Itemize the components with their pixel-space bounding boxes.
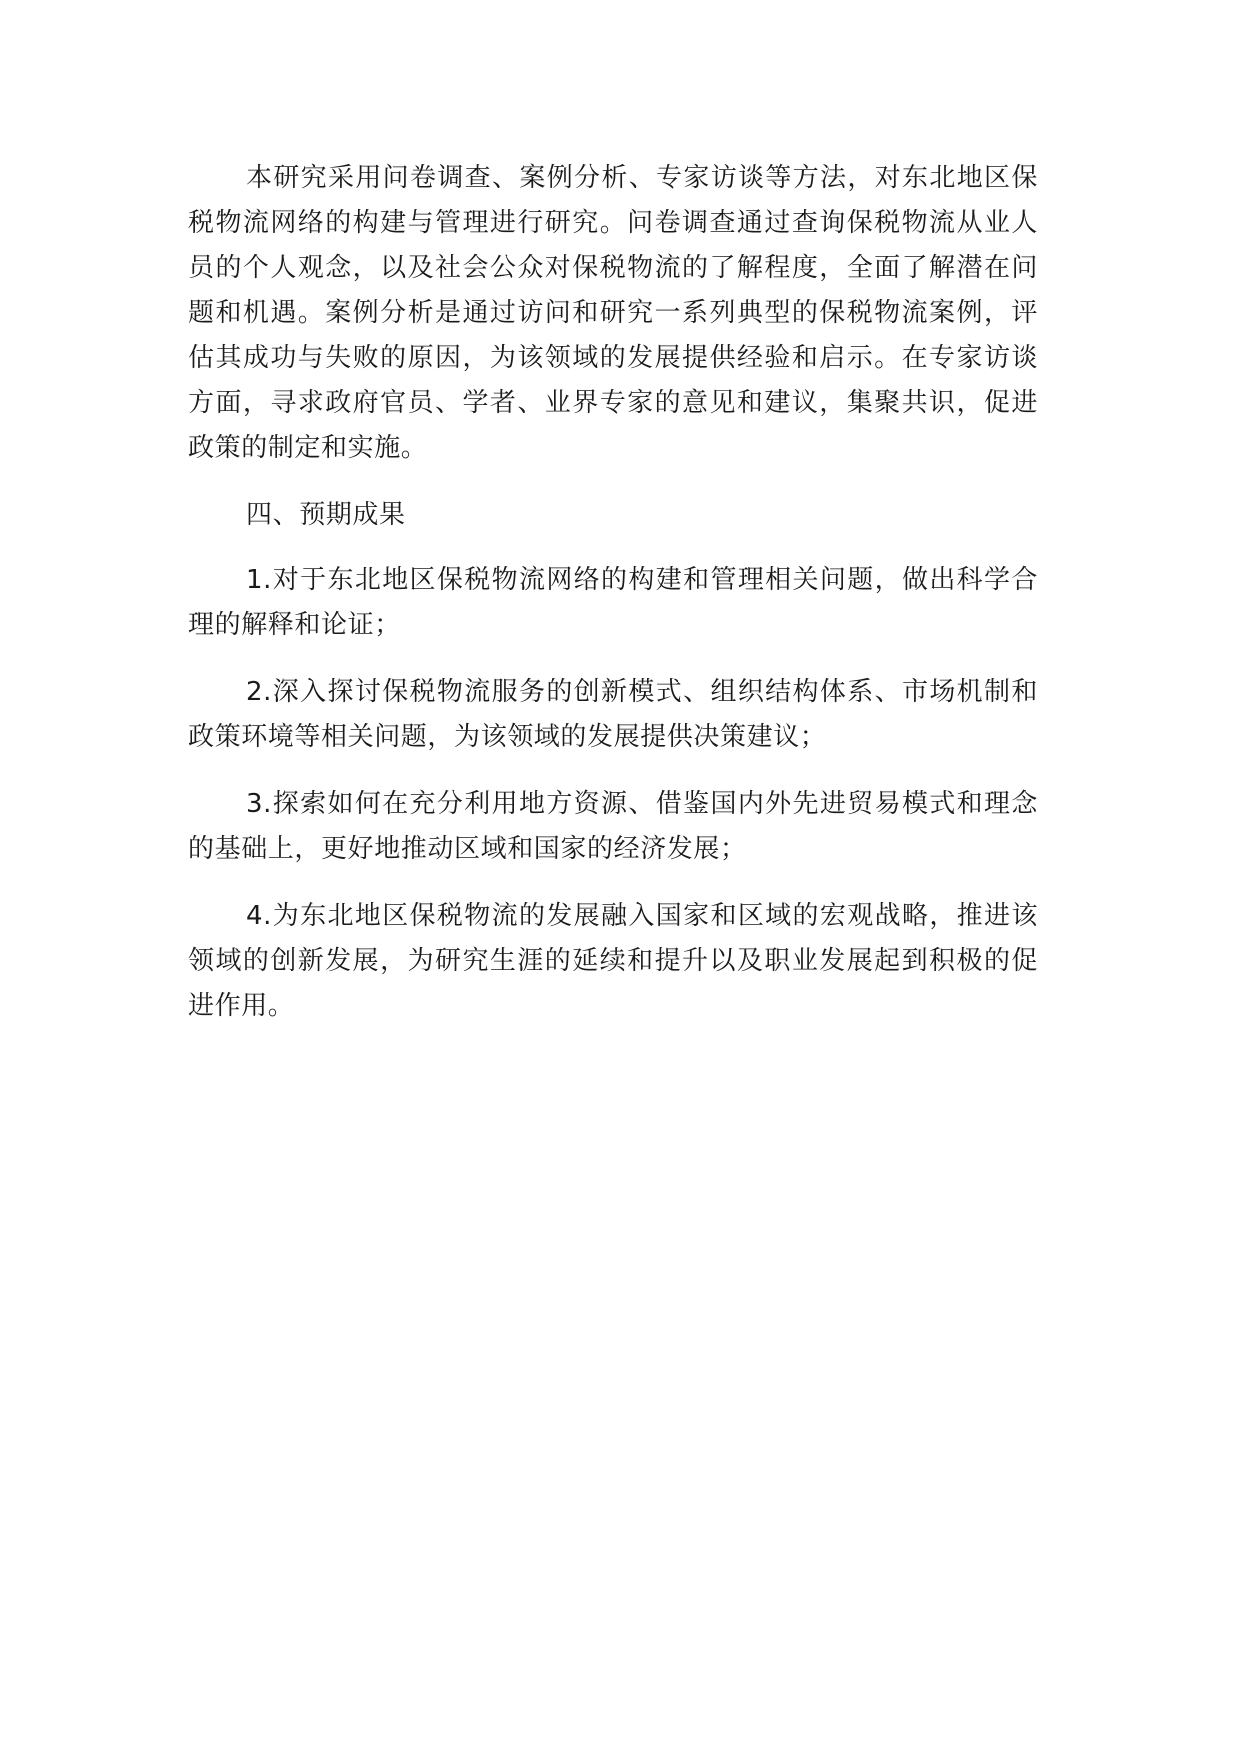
document-body xyxy=(188,156,1038,1051)
result-item-2: 2.深入探讨保税物流服务的创新模式、组织结构体系、市场机制和政策环境等相关问题，为该领域的发展提供决策建议； xyxy=(188,677,1038,752)
section-heading-expected-results: 四、预期成果 xyxy=(246,500,406,530)
result-item-4: 4.为东北地区保税物流的发展融入国家和区域的宏观战略，推进该领域的创新发展，为研究生涯的延续和提升以及职业发展起到积极的促进作用。 xyxy=(188,901,1038,1021)
result-item-1: 1.对于东北地区保税物流网络的构建和管理相关问题，做出科学合理的解释和论证； xyxy=(188,565,1038,640)
methods-paragraph: 本研究采用问卷调查、案例分析、专家访谈等方法，对东北地区保税物流网络的构建与管理进行研究。问卷调查通过查询保税物流从业人员的个人观念，以及社会公众对保税物流的了解程度，全面了解潜在问题和机遇。案例分析是通过访问和研究一系列典型的保税物流案例，评估其成功与失败的原因，为该领域的发展提供经验和启示。在专家访谈方面，寻求政府官员、学者、业界专家的意见和建议，集聚共识，促进政策的制定和实施。 xyxy=(188,163,1038,463)
result-item-3: 3.探索如何在充分利用地方资源、借鉴国内外先进贸易模式和理念的基础上，更好地推动区域和国家的经济发展； xyxy=(188,789,1038,864)
